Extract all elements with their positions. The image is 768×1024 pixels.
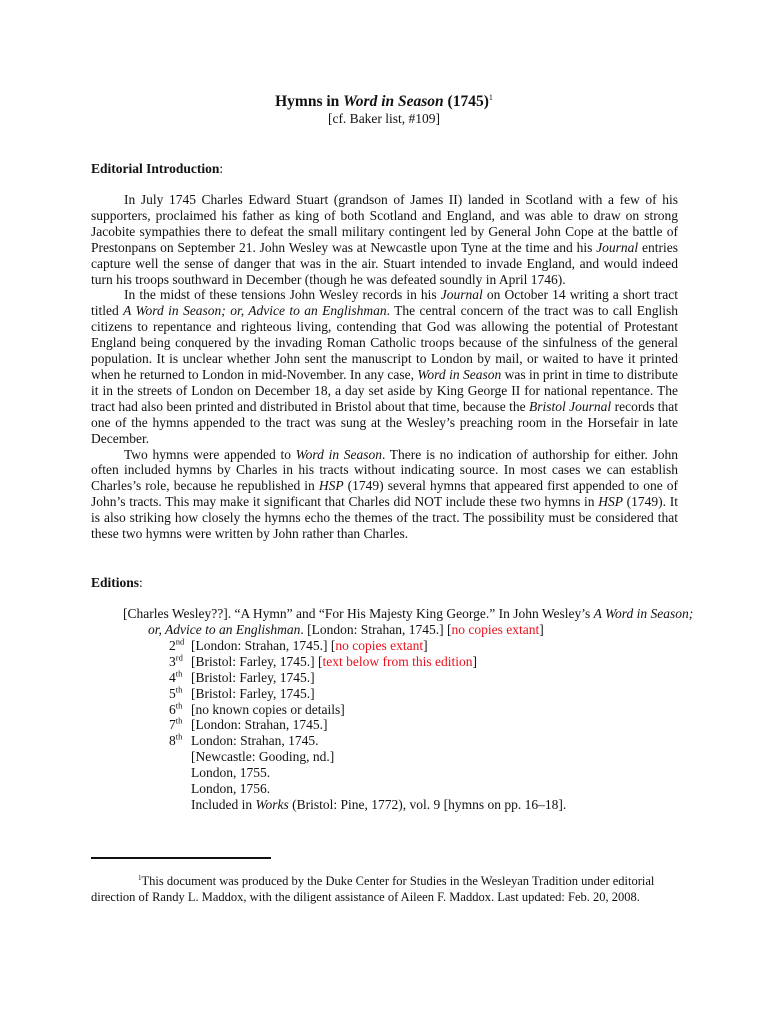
intro-paragraph-2: In the midst of these tensions John Wesley records in his Journal on October 14 writing a short tract titled A Word in Season; or, Advice to an Englishman. The central concern of the tract was to call English citizens to repentance and righteous living, contending that God was allowing the potential of Protestant England being conquered by the invading Roman Catholic troops because of the sinfulness of the general population. It is unclear whether John sent the manuscript to London by mail, or waited to have it printed when he returned to London in mid-November. In any case, Word in Season was in print in time to distribute it in the streets of London on December 18, a day set aside by King George II for national repentance. The tract had also been printed and distributed in Bristol about that time, because the Bristol Journal records that one of the hymns appended to the tract was sung at the Wesley’s preaching room in the Horsefair in late December. bbox=[91, 287, 678, 446]
edition-ordinal: 6th bbox=[169, 700, 183, 717]
edition-ordinal: 8th bbox=[169, 731, 183, 749]
edition-list-item bbox=[169, 765, 669, 781]
edition-list-item bbox=[169, 686, 669, 702]
intro-paragraph-1: In July 1745 Charles Edward Stuart (grandson of James II) landed in Scotland with a few of his supporters, proclaimed his father as king of both Scotland and England, and was able to draw on strong Jacobite sympathies there to defeat the small military contingent led by General John Cope at the battle of Prestonpans on September 21. John Wesley was at Newcastle upon Tyne at the time and his Journal entries capture well the sense of danger that was in the air. Stuart intended to invade England, and would indeed turn his troops southward in December (though he was defeated soundly in April 1746). bbox=[91, 192, 678, 287]
edition-text: London: Strahan, 1745. bbox=[191, 733, 319, 749]
footnote-text: This document was produced by the Duke Center for Studies in the Wesleyan Tradition under editorial direction of Randy L. Maddox, with the diligent assistance of Aileen F. Maddox. Last updated: Feb. 20, 2008. bbox=[91, 874, 655, 904]
edition-list-item bbox=[169, 638, 669, 654]
title-suffix: (1745) bbox=[443, 93, 489, 110]
edition-list-item bbox=[169, 781, 669, 797]
footnote bbox=[91, 874, 681, 905]
edition-ordinal: 3rd bbox=[169, 652, 183, 669]
edition-ordinal: 2nd bbox=[169, 636, 185, 653]
intro-heading: Editorial Introduction: bbox=[91, 161, 224, 176]
edition-first-entry: [Charles Wesley??]. “A Hymn” and “For His Majesty King George.” In John Wesley’s A Word in Season; or, Advice to an Englishman. [London: Strahan, 1745.] [no copies extant] bbox=[123, 606, 694, 637]
edition-text: [Bristol: Farley, 1745.] bbox=[191, 669, 315, 685]
title-prefix: Hymns in bbox=[275, 93, 344, 110]
footnote-mark: 1 bbox=[138, 873, 142, 882]
edition-ordinal bbox=[169, 781, 191, 797]
editions-heading: Editions: bbox=[91, 575, 143, 590]
title-footnote-mark: 1 bbox=[488, 92, 493, 102]
edition-list-item bbox=[169, 654, 669, 670]
edition-ordinal bbox=[169, 765, 191, 781]
edition-text: [Bristol: Farley, 1745.] bbox=[191, 685, 315, 701]
edition-works-entry: Included in Works (Bristol: Pine, 1772), vol. 9 [hymns on pp. 16–18]. bbox=[191, 796, 567, 812]
edition-text: [London: Strahan, 1745.] bbox=[191, 717, 328, 733]
edition-text: [Bristol: Farley, 1745.] [text below from this edition] bbox=[191, 653, 477, 669]
title-italic: Word in Season bbox=[343, 93, 444, 110]
edition-list-item bbox=[169, 717, 669, 733]
edition-text: London, 1755. bbox=[191, 765, 271, 781]
edition-list-item bbox=[169, 733, 669, 749]
document-subtitle: [cf. Baker list, #109] bbox=[327, 111, 441, 126]
edition-list-item bbox=[169, 749, 669, 765]
edition-note-red: text below from this edition bbox=[322, 653, 473, 669]
edition-ordinal: 7th bbox=[169, 715, 183, 733]
edition-text: [London: Strahan, 1745.] [no copies extant] bbox=[191, 638, 428, 653]
edition-note-red: no copies extant bbox=[335, 638, 424, 653]
edition-list-item bbox=[169, 670, 669, 686]
edition-ordinal: 4th bbox=[169, 668, 183, 685]
document-title bbox=[0, 93, 768, 111]
edition-text: [Newcastle: Gooding, nd.] bbox=[191, 749, 335, 765]
edition-list-item bbox=[169, 702, 669, 718]
editions-list bbox=[169, 638, 669, 813]
edition-text: [no known copies or details] bbox=[191, 701, 345, 717]
edition-ordinal: 5th bbox=[169, 684, 183, 701]
edition-text: London, 1756. bbox=[191, 781, 271, 797]
footnote-divider bbox=[91, 857, 271, 859]
intro-paragraph-3: Two hymns were appended to Word in Season. There is no indication of authorship for either. John often included hymns by Charles in his tracts without indicating source. In most cases we can establish Charles’s role, because he republished in HSP (1749) several hymns that appeared first appended to one of John’s tracts. This may make it significant that Charles did NOT include these two hymns in HSP (1749). It is also striking how closely the hymns echo the themes of the tract. The possibility must be considered that these two hymns were written by John rather than Charles. bbox=[91, 446, 678, 542]
edition-ordinal bbox=[169, 749, 191, 765]
intro-body bbox=[91, 192, 678, 542]
